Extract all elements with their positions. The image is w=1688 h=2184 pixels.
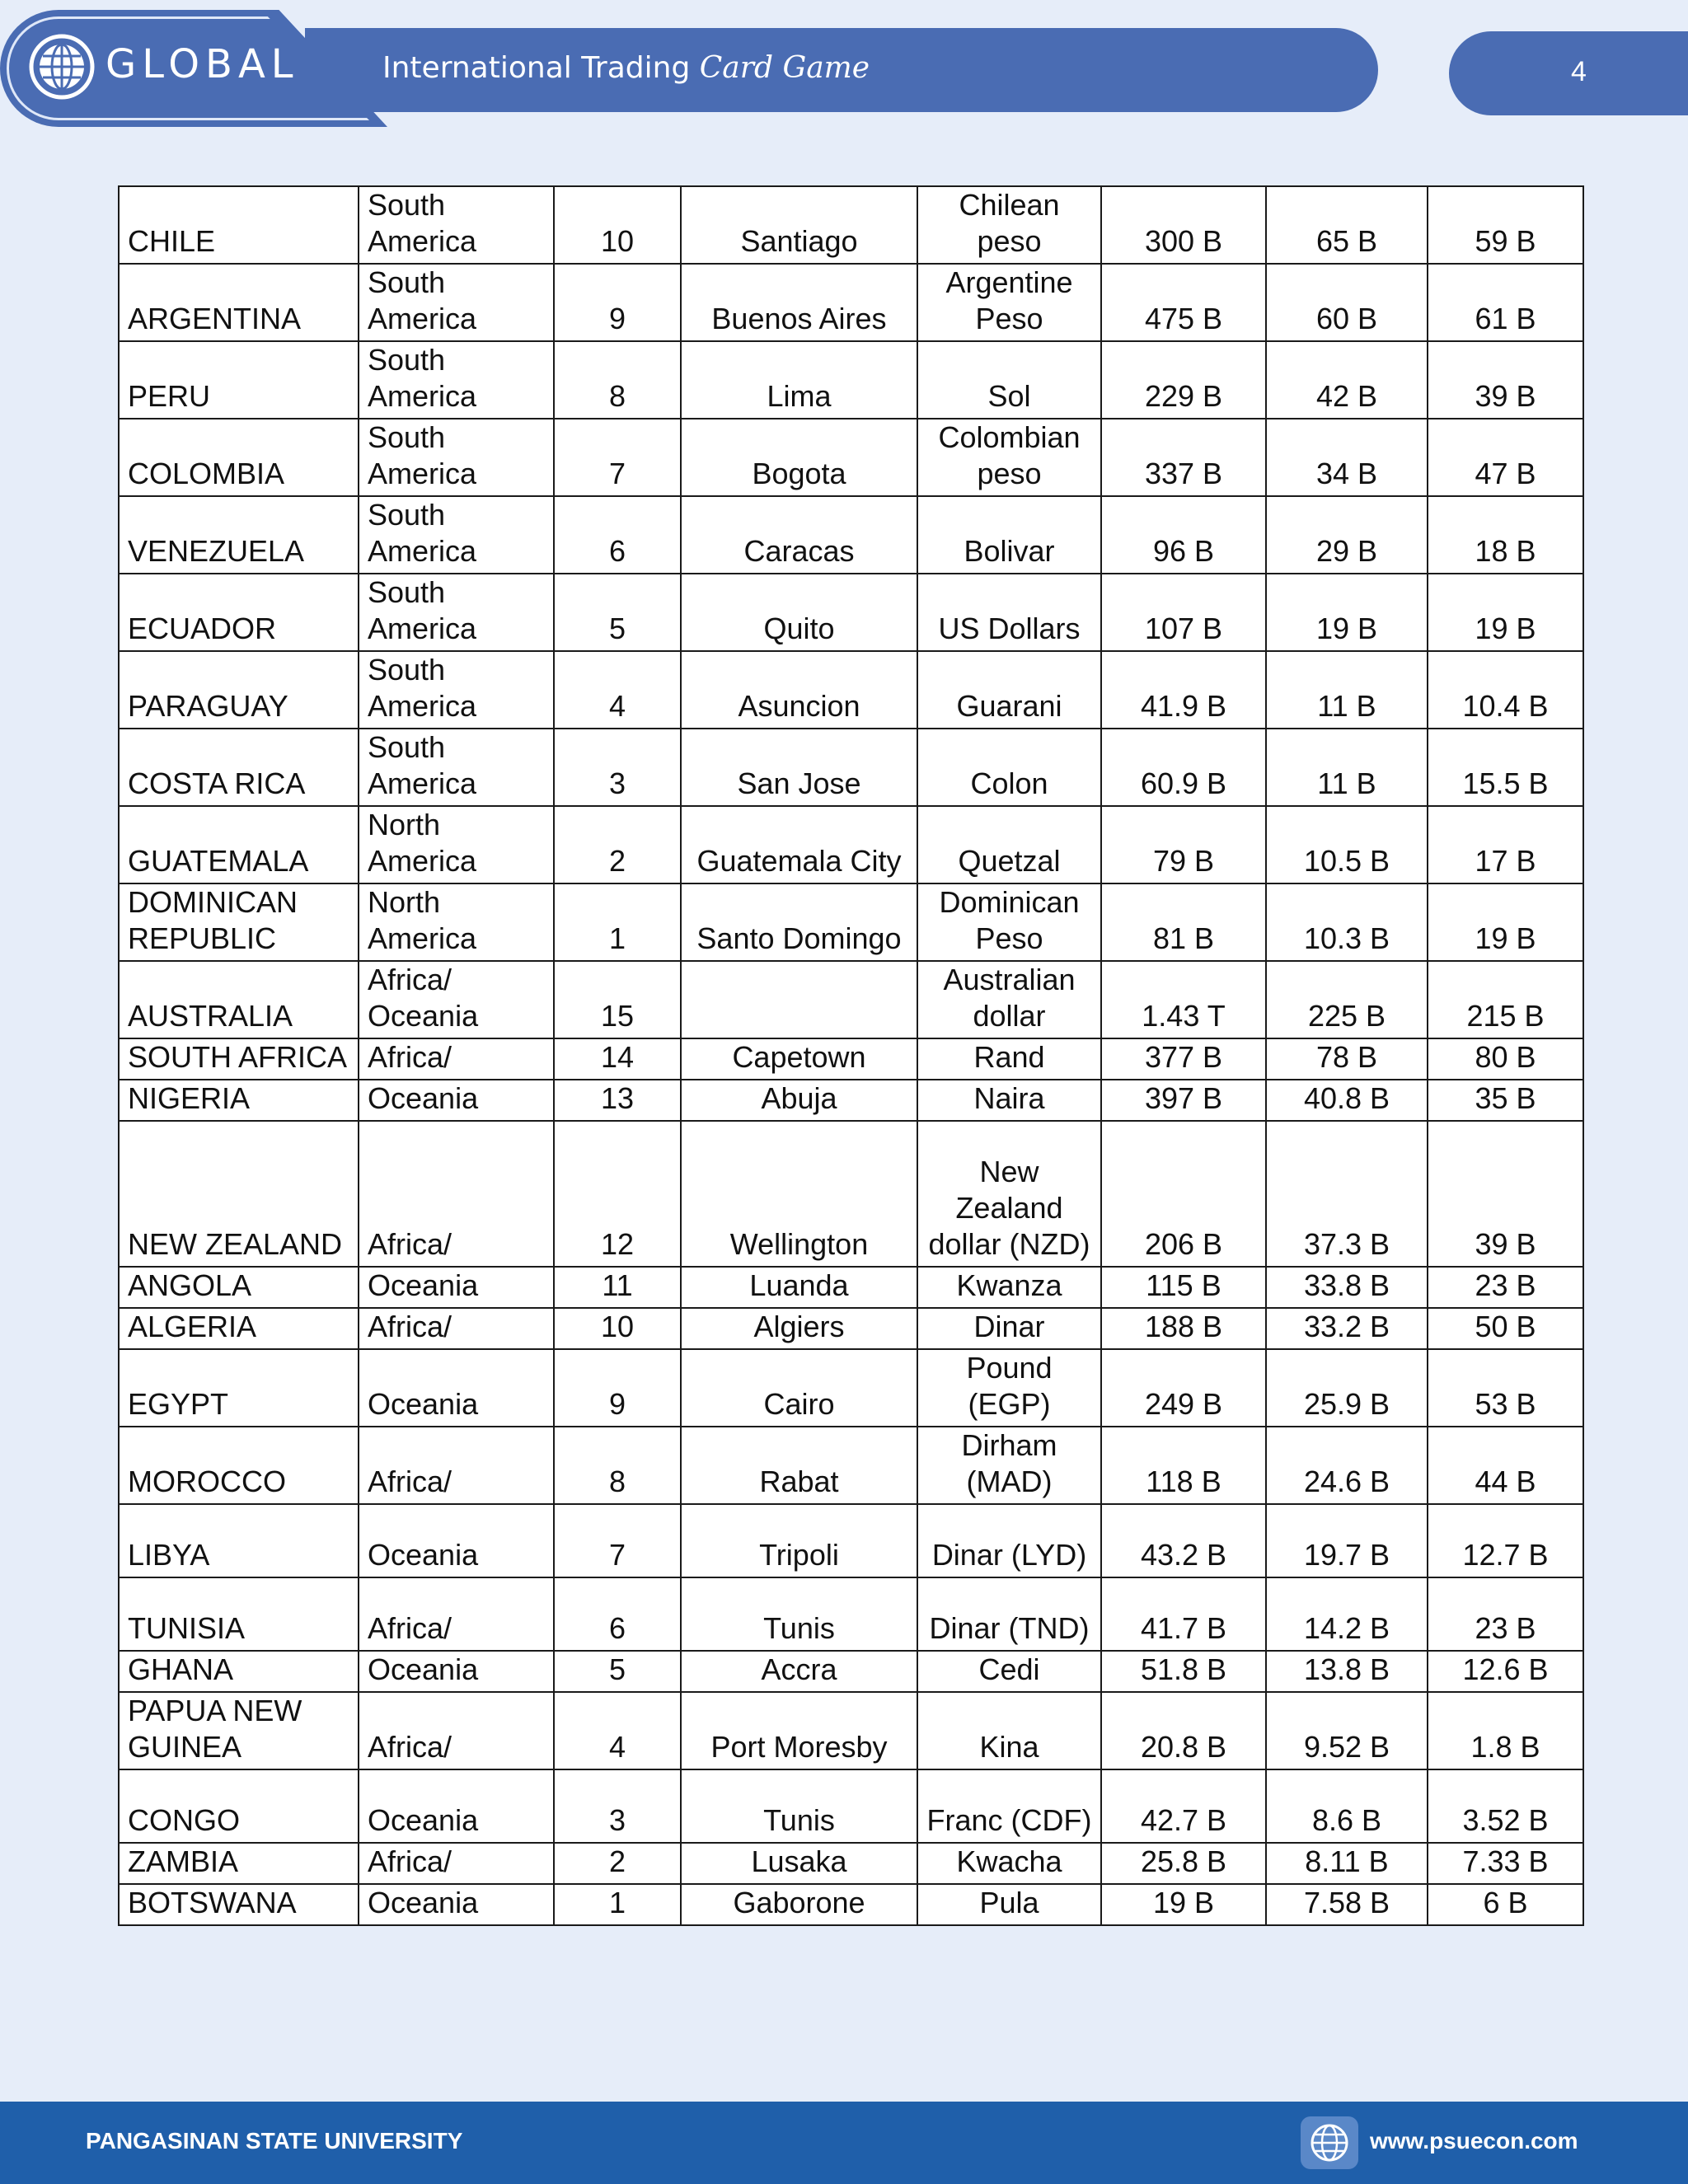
title-main: International Trading — [382, 51, 700, 85]
table-row — [119, 1504, 1583, 1577]
cell-currency: Franc (CDF) — [917, 1769, 1101, 1843]
cell-rank: 7 — [554, 419, 681, 496]
table-row — [119, 1308, 1583, 1349]
table-row — [119, 186, 1583, 264]
cell-capital: San Jose — [681, 729, 917, 806]
globe-icon — [1301, 2116, 1358, 2169]
logo-text: GLOBAL — [106, 41, 299, 87]
cell-region: Africa/ Oceania — [359, 961, 554, 1038]
cell-currency: Naira — [917, 1080, 1101, 1121]
cell-rank: 14 — [554, 1038, 681, 1080]
cell-value-2: 11 B — [1266, 729, 1428, 806]
cell-value-3: 19 B — [1428, 574, 1583, 651]
cell-value-2: 19.7 B — [1266, 1504, 1428, 1577]
cell-capital: Santo Domingo — [681, 883, 917, 961]
table-row — [119, 341, 1583, 419]
cell-value-3: 10.4 B — [1428, 651, 1583, 729]
cell-rank: 1 — [554, 1884, 681, 1925]
table-row — [119, 574, 1583, 651]
cell-value-3: 35 B — [1428, 1080, 1583, 1121]
cell-value-3: 15.5 B — [1428, 729, 1583, 806]
cell-currency: Argentine Peso — [917, 264, 1101, 341]
cell-value-2: 29 B — [1266, 496, 1428, 574]
cell-country: ECUADOR — [119, 574, 359, 651]
cell-region: Africa/ — [359, 1692, 554, 1769]
cell-value-1: 188 B — [1101, 1308, 1266, 1349]
page-footer — [0, 2102, 1688, 2184]
cell-currency: Colombian peso — [917, 419, 1101, 496]
cell-value-3: 3.52 B — [1428, 1769, 1583, 1843]
cell-currency: Dirham (MAD) — [917, 1427, 1101, 1504]
title-italic: Card Game — [699, 51, 870, 85]
cell-currency: Colon — [917, 729, 1101, 806]
cell-value-3: 12.6 B — [1428, 1651, 1583, 1692]
cell-value-1: 43.2 B — [1101, 1504, 1266, 1577]
cell-region: South America — [359, 651, 554, 729]
cell-capital: Rabat — [681, 1427, 917, 1504]
table-row — [119, 496, 1583, 574]
cell-capital: Tunis — [681, 1577, 917, 1651]
cell-value-3: 6 B — [1428, 1884, 1583, 1925]
cell-value-1: 25.8 B — [1101, 1843, 1266, 1884]
cell-rank: 6 — [554, 496, 681, 574]
cell-country: COLOMBIA — [119, 419, 359, 496]
cell-region: South America — [359, 496, 554, 574]
cell-value-1: 79 B — [1101, 806, 1266, 883]
cell-country: EGYPT — [119, 1349, 359, 1427]
cell-rank: 4 — [554, 1692, 681, 1769]
cell-country: AUSTRALIA — [119, 961, 359, 1038]
cell-value-1: 1.43 T — [1101, 961, 1266, 1038]
cell-currency: Dinar (LYD) — [917, 1504, 1101, 1577]
table-row — [119, 1121, 1583, 1267]
cell-region: Oceania — [359, 1651, 554, 1692]
cell-value-1: 60.9 B — [1101, 729, 1266, 806]
cell-value-1: 41.9 B — [1101, 651, 1266, 729]
cell-value-2: 10.3 B — [1266, 883, 1428, 961]
cell-value-1: 81 B — [1101, 883, 1266, 961]
cell-capital: Tripoli — [681, 1504, 917, 1577]
cell-value-1: 51.8 B — [1101, 1651, 1266, 1692]
cell-rank: 8 — [554, 1427, 681, 1504]
cell-currency: Kina — [917, 1692, 1101, 1769]
cell-rank: 3 — [554, 729, 681, 806]
cell-value-2: 9.52 B — [1266, 1692, 1428, 1769]
cell-value-3: 19 B — [1428, 883, 1583, 961]
cell-value-3: 39 B — [1428, 1121, 1583, 1267]
cell-currency: Australian dollar — [917, 961, 1101, 1038]
cell-value-3: 47 B — [1428, 419, 1583, 496]
cell-rank: 10 — [554, 1308, 681, 1349]
cell-country: VENEZUELA — [119, 496, 359, 574]
table-row — [119, 1651, 1583, 1692]
cell-country: NIGERIA — [119, 1080, 359, 1121]
cell-region: South America — [359, 264, 554, 341]
cell-value-3: 50 B — [1428, 1308, 1583, 1349]
cell-country: NEW ZEALAND — [119, 1121, 359, 1267]
cell-value-1: 115 B — [1101, 1267, 1266, 1308]
cell-country: ARGENTINA — [119, 264, 359, 341]
cell-currency: Sol — [917, 341, 1101, 419]
cell-value-2: 60 B — [1266, 264, 1428, 341]
cell-value-3: 59 B — [1428, 186, 1583, 264]
cell-region: Africa/ — [359, 1427, 554, 1504]
cell-currency: Cedi — [917, 1651, 1101, 1692]
cell-region: South America — [359, 729, 554, 806]
cell-value-3: 80 B — [1428, 1038, 1583, 1080]
cell-capital: Abuja — [681, 1080, 917, 1121]
table-row — [119, 1843, 1583, 1884]
cell-value-2: 37.3 B — [1266, 1121, 1428, 1267]
cell-country: COSTA RICA — [119, 729, 359, 806]
cell-region: South America — [359, 419, 554, 496]
cell-capital: Accra — [681, 1651, 917, 1692]
cell-country: GUATEMALA — [119, 806, 359, 883]
cell-region: Oceania — [359, 1884, 554, 1925]
table-row — [119, 651, 1583, 729]
cell-currency: Kwanza — [917, 1267, 1101, 1308]
cell-capital: Lima — [681, 341, 917, 419]
cell-rank: 5 — [554, 574, 681, 651]
cell-region: Africa/ — [359, 1308, 554, 1349]
cell-rank: 2 — [554, 1843, 681, 1884]
cell-value-2: 78 B — [1266, 1038, 1428, 1080]
cell-currency: Pula — [917, 1884, 1101, 1925]
cell-capital — [681, 961, 917, 1038]
cell-rank: 4 — [554, 651, 681, 729]
cell-rank: 15 — [554, 961, 681, 1038]
cell-value-2: 25.9 B — [1266, 1349, 1428, 1427]
cell-value-3: 53 B — [1428, 1349, 1583, 1427]
cell-country: SOUTH AFRICA — [119, 1038, 359, 1080]
cell-value-3: 23 B — [1428, 1267, 1583, 1308]
cell-value-1: 475 B — [1101, 264, 1266, 341]
cell-value-3: 12.7 B — [1428, 1504, 1583, 1577]
cell-rank: 3 — [554, 1769, 681, 1843]
table-row — [119, 419, 1583, 496]
cell-region: Africa/ — [359, 1843, 554, 1884]
table-row — [119, 1038, 1583, 1080]
table-row — [119, 1884, 1583, 1925]
cell-rank: 11 — [554, 1267, 681, 1308]
cell-value-3: 44 B — [1428, 1427, 1583, 1504]
cell-value-2: 40.8 B — [1266, 1080, 1428, 1121]
cell-rank: 5 — [554, 1651, 681, 1692]
cell-currency: Dinar (TND) — [917, 1577, 1101, 1651]
cell-rank: 8 — [554, 341, 681, 419]
cell-country: PAPUA NEW GUINEA — [119, 1692, 359, 1769]
cell-region: Africa/ — [359, 1038, 554, 1080]
table-row — [119, 1692, 1583, 1769]
table-row — [119, 1267, 1583, 1308]
cell-value-2: 10.5 B — [1266, 806, 1428, 883]
page-number-tab — [1449, 31, 1688, 115]
cell-value-1: 20.8 B — [1101, 1692, 1266, 1769]
cell-value-2: 33.8 B — [1266, 1267, 1428, 1308]
page-header — [0, 0, 1688, 140]
cell-country: TUNISIA — [119, 1577, 359, 1651]
document-title — [382, 51, 870, 85]
cell-country: LIBYA — [119, 1504, 359, 1577]
cell-value-1: 19 B — [1101, 1884, 1266, 1925]
cell-region: Oceania — [359, 1080, 554, 1121]
footer-university: PANGASINAN STATE UNIVERSITY — [86, 2128, 463, 2154]
cell-currency: Pound (EGP) — [917, 1349, 1101, 1427]
cell-currency: Kwacha — [917, 1843, 1101, 1884]
cell-country: CONGO — [119, 1769, 359, 1843]
cell-value-1: 96 B — [1101, 496, 1266, 574]
cell-capital: Luanda — [681, 1267, 917, 1308]
cell-value-2: 14.2 B — [1266, 1577, 1428, 1651]
title-bar — [305, 28, 1378, 112]
cell-rank: 13 — [554, 1080, 681, 1121]
cell-value-2: 24.6 B — [1266, 1427, 1428, 1504]
cell-value-1: 300 B — [1101, 186, 1266, 264]
cell-rank: 12 — [554, 1121, 681, 1267]
cell-rank: 2 — [554, 806, 681, 883]
cell-rank: 7 — [554, 1504, 681, 1577]
cell-currency: Bolivar — [917, 496, 1101, 574]
cell-region: Oceania — [359, 1504, 554, 1577]
cell-value-1: 337 B — [1101, 419, 1266, 496]
cell-currency: Dinar — [917, 1308, 1101, 1349]
cell-rank: 9 — [554, 1349, 681, 1427]
cell-capital: Asuncion — [681, 651, 917, 729]
footer-website-link[interactable]: www.psuecon.com — [1370, 2128, 1578, 2154]
cell-country: PERU — [119, 341, 359, 419]
table-row — [119, 729, 1583, 806]
table-row — [119, 1080, 1583, 1121]
cell-value-1: 41.7 B — [1101, 1577, 1266, 1651]
cell-capital: Wellington — [681, 1121, 917, 1267]
cell-region: Africa/ — [359, 1577, 554, 1651]
table-row — [119, 806, 1583, 883]
cell-currency: Chilean peso — [917, 186, 1101, 264]
cell-value-3: 17 B — [1428, 806, 1583, 883]
cell-value-1: 107 B — [1101, 574, 1266, 651]
cell-capital: Buenos Aires — [681, 264, 917, 341]
cell-value-2: 34 B — [1266, 419, 1428, 496]
cell-value-3: 18 B — [1428, 496, 1583, 574]
cell-region: North America — [359, 806, 554, 883]
cell-region: Oceania — [359, 1267, 554, 1308]
globe-icon — [28, 33, 96, 101]
table-row — [119, 883, 1583, 961]
cell-rank: 9 — [554, 264, 681, 341]
cell-value-2: 8.11 B — [1266, 1843, 1428, 1884]
cell-currency: Dominican Peso — [917, 883, 1101, 961]
cell-region: Oceania — [359, 1769, 554, 1843]
cell-capital: Tunis — [681, 1769, 917, 1843]
cell-capital: Bogota — [681, 419, 917, 496]
table-row — [119, 1769, 1583, 1843]
cell-value-1: 229 B — [1101, 341, 1266, 419]
table-row — [119, 1577, 1583, 1651]
cell-capital: Quito — [681, 574, 917, 651]
cell-capital: Cairo — [681, 1349, 917, 1427]
cell-country: ALGERIA — [119, 1308, 359, 1349]
cell-rank: 1 — [554, 883, 681, 961]
table-row — [119, 1349, 1583, 1427]
cell-country: ANGOLA — [119, 1267, 359, 1308]
cell-rank: 6 — [554, 1577, 681, 1651]
cell-value-3: 1.8 B — [1428, 1692, 1583, 1769]
cell-value-1: 249 B — [1101, 1349, 1266, 1427]
page-number: 4 — [1571, 56, 1587, 87]
cell-country: DOMINICAN REPUBLIC — [119, 883, 359, 961]
cell-rank: 10 — [554, 186, 681, 264]
cell-value-3: 23 B — [1428, 1577, 1583, 1651]
cell-region: South America — [359, 574, 554, 651]
cell-capital: Lusaka — [681, 1843, 917, 1884]
cell-region: Oceania — [359, 1349, 554, 1427]
cell-value-2: 19 B — [1266, 574, 1428, 651]
cell-capital: Algiers — [681, 1308, 917, 1349]
cell-currency: US Dollars — [917, 574, 1101, 651]
country-data-table — [118, 185, 1584, 1926]
cell-value-3: 61 B — [1428, 264, 1583, 341]
table-row — [119, 1427, 1583, 1504]
cell-value-2: 42 B — [1266, 341, 1428, 419]
table-row — [119, 264, 1583, 341]
cell-region: South America — [359, 186, 554, 264]
cell-value-2: 11 B — [1266, 651, 1428, 729]
cell-region: Africa/ — [359, 1121, 554, 1267]
cell-value-3: 7.33 B — [1428, 1843, 1583, 1884]
cell-country: ZAMBIA — [119, 1843, 359, 1884]
cell-country: CHILE — [119, 186, 359, 264]
cell-region: North America — [359, 883, 554, 961]
cell-capital: Guatemala City — [681, 806, 917, 883]
cell-capital: Capetown — [681, 1038, 917, 1080]
cell-currency: Rand — [917, 1038, 1101, 1080]
cell-value-1: 42.7 B — [1101, 1769, 1266, 1843]
table-row — [119, 961, 1583, 1038]
cell-value-2: 33.2 B — [1266, 1308, 1428, 1349]
cell-capital: Gaborone — [681, 1884, 917, 1925]
cell-country: PARAGUAY — [119, 651, 359, 729]
cell-capital: Caracas — [681, 496, 917, 574]
cell-value-2: 225 B — [1266, 961, 1428, 1038]
cell-currency: New Zealand dollar (NZD) — [917, 1121, 1101, 1267]
cell-value-2: 13.8 B — [1266, 1651, 1428, 1692]
cell-value-2: 7.58 B — [1266, 1884, 1428, 1925]
cell-country: MOROCCO — [119, 1427, 359, 1504]
cell-capital: Port Moresby — [681, 1692, 917, 1769]
cell-value-1: 397 B — [1101, 1080, 1266, 1121]
cell-currency: Quetzal — [917, 806, 1101, 883]
cell-value-3: 39 B — [1428, 341, 1583, 419]
cell-value-2: 8.6 B — [1266, 1769, 1428, 1843]
cell-region: South America — [359, 341, 554, 419]
table-body — [119, 186, 1583, 1925]
cell-value-1: 118 B — [1101, 1427, 1266, 1504]
cell-country: GHANA — [119, 1651, 359, 1692]
cell-country: BOTSWANA — [119, 1884, 359, 1925]
cell-value-1: 206 B — [1101, 1121, 1266, 1267]
cell-currency: Guarani — [917, 651, 1101, 729]
cell-capital: Santiago — [681, 186, 917, 264]
cell-value-1: 377 B — [1101, 1038, 1266, 1080]
cell-value-3: 215 B — [1428, 961, 1583, 1038]
footer-globe-badge — [1301, 2116, 1358, 2169]
cell-value-2: 65 B — [1266, 186, 1428, 264]
